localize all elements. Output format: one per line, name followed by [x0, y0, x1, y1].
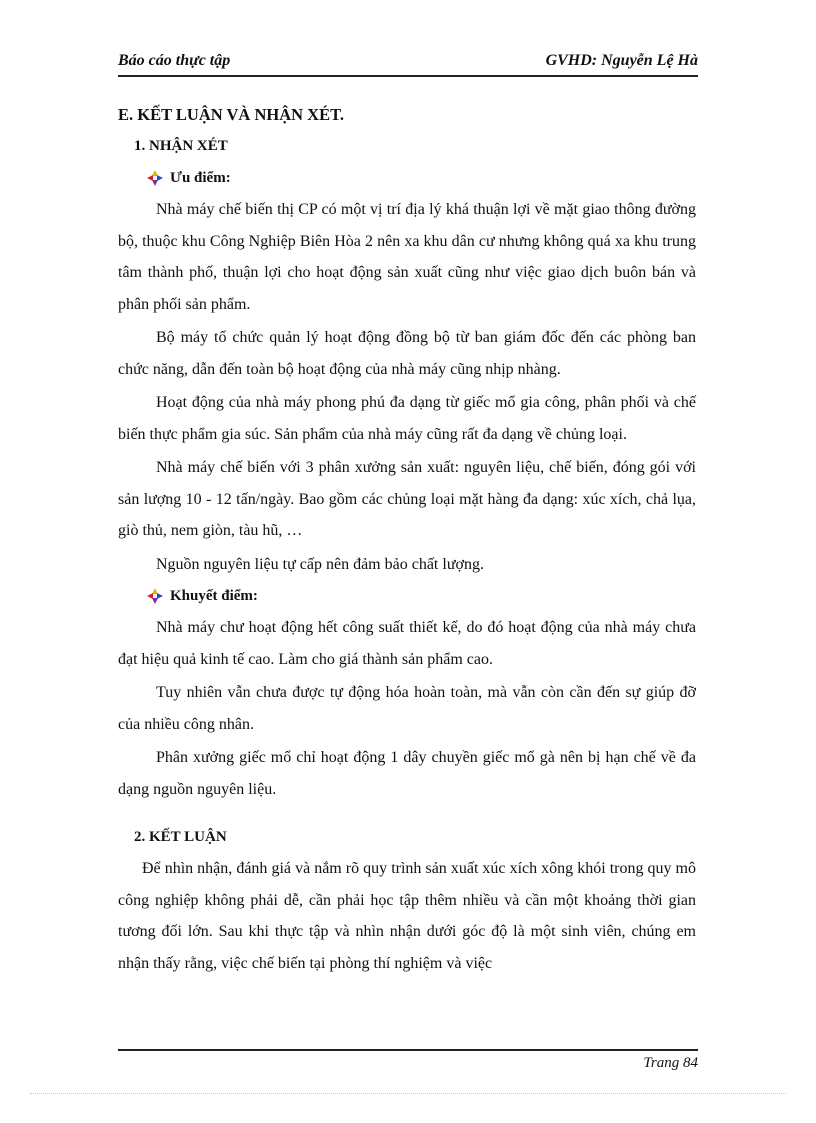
cons-paragraph: Nhà máy chư hoạt động hết công suất thiết kế, do đó hoạt động của nhà máy chưa đạt hiệu quả kinh tế cao. Làm cho giá thành sản phẩm cao. [118, 619, 696, 668]
subsection-title-remarks: 1. NHẬN XÉT [134, 138, 228, 154]
pros-paragraph: Nhà máy chế biến thị CP có một vị trí địa lý khá thuận lợi về mặt giao thông đường bộ, thuộc khu Công Nghiệp Biên Hòa 2 nên xa khu dân cư nhưng không quá xa khu trung tâm thành phố, thuận lợi cho hoạt động sản xuất cũng như việc giao dịch buôn bán và phân phối sản phẩm. [118, 201, 696, 313]
footer-rule [118, 1049, 698, 1051]
pros-paragraph: Nhà máy chế biến với 3 phân xưởng sản xuất: nguyên liệu, chế biến, đóng gói với sản lượng 10 - 12 tấn/ngày. Bao gồm các chủng loại mặt hàng đa dạng: xúc xích, chả lụa, giò thủ, nem giòn, tàu hũ, … [118, 459, 696, 539]
supervisor-name: GVHD: Nguyễn Lệ Hà [545, 52, 698, 69]
bullet-arrow-icon [146, 169, 164, 187]
pros-label: Ưu điểm: [170, 170, 231, 186]
cons-paragraph: Tuy nhiên vẫn chưa được tự động hóa hoàn toàn, mà vẫn còn cần đến sự giúp đỡ của nhiều công nhân. [118, 684, 696, 733]
page-header [118, 52, 698, 74]
pros-paragraph: Nguồn nguyên liệu tự cấp nên đảm bảo chất lượng. [156, 555, 484, 573]
header-rule [118, 75, 698, 77]
pros-paragraph: Bộ máy tổ chức quản lý hoạt động đồng bộ từ ban giám đốc đến các phòng ban chức năng, dẫn đến toàn bộ hoạt động của nhà máy cũng nhịp nhàng. [118, 329, 696, 378]
subsection-title-conclusion: 2. KẾT LUẬN [134, 829, 227, 845]
pros-heading [118, 162, 696, 194]
cons-heading [118, 580, 696, 612]
page-edge-divider [30, 1093, 786, 1094]
page-number: Trang 84 [643, 1055, 698, 1071]
cons-paragraph: Phân xưởng giếc mổ chỉ hoạt động 1 dây chuyền giếc mổ gà nên bị hạn chế về đa dạng nguồn nguyên liệu. [118, 749, 696, 798]
page-content [118, 100, 696, 979]
pros-paragraph: Hoạt động của nhà máy phong phú đa dạng từ giếc mổ gia công, phân phối và chế biến thực phẩm gia súc. Sản phẩm của nhà máy cũng rất đa dạng về chủng loại. [118, 394, 696, 443]
conclusion-paragraph: Để nhìn nhận, đánh giá và nắm rõ quy trình sản xuất xúc xích xông khói trong quy mô công nghiệp không phải dễ, cần phải học tập thêm nhiều và cần một khoảng thời gian tương đối lớn. Sau khi thực tập và nhìn nhận dưới góc độ là một sinh viên, chúng em nhận thấy rằng, việc chế biến tại phòng thí nghiệm và việc [118, 860, 696, 972]
section-title: E. KẾT LUẬN VÀ NHẬN XÉT. [118, 105, 344, 124]
cons-label: Khuyết điểm: [170, 588, 258, 604]
bullet-arrow-icon [146, 587, 164, 605]
report-title: Báo cáo thực tập [118, 52, 231, 69]
